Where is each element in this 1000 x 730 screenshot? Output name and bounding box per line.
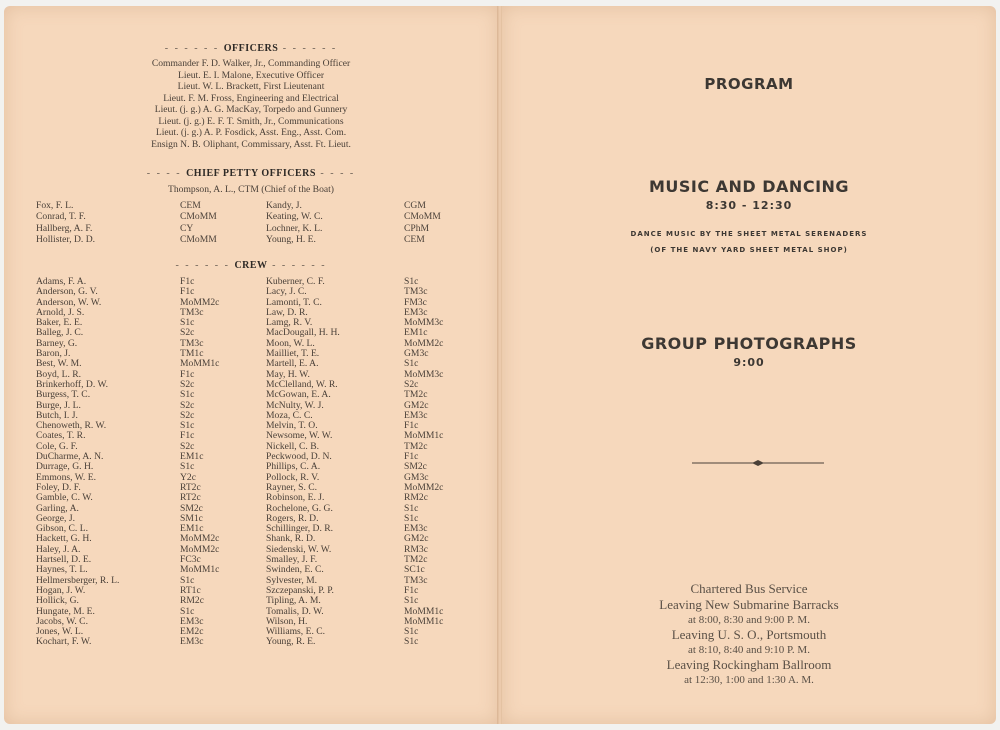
bus-title: Chartered Bus Service bbox=[690, 581, 808, 596]
rate-left: F1c bbox=[180, 368, 195, 380]
name-right: Robinson, E. J. bbox=[266, 492, 325, 504]
bus-line-1: Leaving New Submarine Barracks bbox=[659, 597, 839, 612]
name-right: Law, D. R. bbox=[266, 306, 308, 318]
rate-right: FM3c bbox=[404, 296, 427, 308]
name-left: Butch, I. J. bbox=[36, 409, 78, 421]
name-left: Anderson, G. V. bbox=[36, 286, 98, 298]
rate-left: S2c bbox=[180, 378, 195, 390]
officer-line: Ensign N. B. Oliphant, Commissary, Asst. Ft. Lieut. bbox=[151, 138, 351, 150]
cpo-title: - - - - CHIEF PETTY OFFICERS - - - - bbox=[146, 168, 356, 179]
rate-left: EM3c bbox=[180, 636, 204, 648]
rate-left: TM3c bbox=[180, 337, 204, 349]
rate-left: MoMM2c bbox=[180, 533, 220, 545]
rate-left: S1c bbox=[180, 574, 195, 586]
name-left: Fox, F. L. bbox=[36, 200, 74, 211]
rate-right: EM3c bbox=[404, 409, 428, 421]
officer-line: Lieut. W. L. Brackett, First Lieutenant bbox=[177, 81, 325, 92]
rate-left: FC3c bbox=[180, 554, 201, 566]
rate-left: RT2c bbox=[180, 481, 201, 493]
name-right: Lamonti, T. C. bbox=[266, 296, 322, 308]
rate-left: EM2c bbox=[180, 626, 204, 638]
name-right: Melvin, T. O. bbox=[266, 420, 318, 432]
name-right: Tipling, A. M. bbox=[266, 595, 321, 607]
officer-line: Lieut. F. M. Fross, Engineering and Electrical bbox=[163, 92, 339, 104]
rate-left: RM2c bbox=[180, 595, 204, 607]
rate-right: GM2c bbox=[404, 533, 429, 545]
name-left: Best, W. M. bbox=[36, 358, 82, 370]
name-left: Adams, F. A. bbox=[36, 276, 87, 287]
rate-left: SM2c bbox=[180, 502, 203, 514]
rate-right: MoMM3c bbox=[404, 317, 444, 329]
name-left: Haley, J. A. bbox=[36, 543, 81, 555]
rate-left: MoMM2c bbox=[180, 543, 220, 555]
rate-left: S1c bbox=[180, 605, 195, 617]
name-right: Martell, E. A. bbox=[266, 358, 319, 370]
rate-right: S1c bbox=[404, 626, 419, 638]
name-left: Hallberg, A. F. bbox=[36, 222, 93, 234]
bus-line-2: at 8:00, 8:30 and 9:00 P. M. bbox=[688, 614, 810, 626]
name-left: Hollister, D. D. bbox=[36, 234, 96, 246]
rate-left: MoMM2c bbox=[180, 296, 220, 308]
rate-left: F1c bbox=[180, 286, 195, 298]
dance-line-1: DANCE MUSIC BY THE SHEET METAL SERENADERS bbox=[630, 230, 868, 238]
name-left: Gamble, C. W. bbox=[36, 492, 93, 504]
name-left: Jones, W. L. bbox=[36, 626, 84, 638]
rate-left: EM1c bbox=[180, 451, 204, 463]
rate-right: F1c bbox=[404, 584, 419, 596]
rate-right: CGM bbox=[404, 200, 426, 211]
rate-right: TM2c bbox=[404, 389, 428, 401]
name-right: Moza, C. C. bbox=[266, 409, 313, 421]
name-right: Nickell, C. B. bbox=[266, 440, 320, 452]
name-left: Brinkerhoff, D. W. bbox=[36, 378, 109, 390]
rate-right: MoMM3c bbox=[404, 368, 444, 380]
name-right: MacDougall, H. H. bbox=[266, 327, 340, 339]
name-right: Kuberner, C. F. bbox=[266, 276, 325, 287]
rate-right: S1c bbox=[404, 502, 419, 514]
name-right: Moon, W. L. bbox=[266, 337, 315, 349]
name-right: Shank, R. D. bbox=[266, 533, 316, 545]
rate-right: TM3c bbox=[404, 286, 428, 298]
name-right: Lacy, J. C. bbox=[266, 286, 307, 298]
rate-right: S1c bbox=[404, 276, 419, 287]
name-left: Baker, E. E. bbox=[36, 317, 83, 329]
name-right: Newsome, W. W. bbox=[266, 430, 333, 442]
rate-left: S2c bbox=[180, 440, 195, 452]
name-right: McClelland, W. R. bbox=[266, 378, 338, 390]
name-left: Garling, A. bbox=[36, 502, 79, 514]
rate-right: EM1c bbox=[404, 327, 428, 339]
name-right: Young, H. E. bbox=[266, 234, 316, 246]
rate-right: TM3c bbox=[404, 574, 428, 586]
rate-right: S1c bbox=[404, 595, 419, 607]
name-right: Young, R. E. bbox=[266, 636, 316, 648]
name-right: Lamg, R. V. bbox=[266, 317, 313, 329]
name-left: Hackett, G. H. bbox=[36, 533, 92, 545]
rate-right: F1c bbox=[404, 420, 419, 432]
rate-right: MoMM1c bbox=[404, 615, 444, 627]
name-left: Foley, D. F. bbox=[36, 481, 81, 493]
rate-right: RM2c bbox=[404, 492, 428, 504]
left-page bbox=[4, 6, 498, 724]
name-left: Haynes, T. L. bbox=[36, 564, 88, 576]
rate-left: S2c bbox=[180, 409, 195, 421]
bus-line-3: Leaving U. S. O., Portsmouth bbox=[671, 627, 827, 642]
rate-left: TM1c bbox=[180, 348, 204, 360]
name-left: Burgess, T. C. bbox=[36, 389, 91, 401]
divider-ornament bbox=[692, 458, 824, 468]
name-left: Emmons, W. E. bbox=[36, 471, 96, 483]
name-left: Anderson, W. W. bbox=[36, 296, 102, 308]
name-left: Hollick, G. bbox=[36, 595, 79, 607]
rate-left: F1c bbox=[180, 430, 195, 442]
name-left: Barney, G. bbox=[36, 337, 78, 349]
officers-title: - - - - - - OFFICERS - - - - - - bbox=[164, 43, 338, 54]
rate-right: MoMM1c bbox=[404, 605, 444, 617]
name-left: Balleg, J. C. bbox=[36, 327, 84, 339]
name-right: Peckwood, D. N. bbox=[266, 451, 332, 463]
rate-right: MoMM2c bbox=[404, 337, 444, 349]
rate-right: CMoMM bbox=[404, 211, 441, 223]
rate-right: SM2c bbox=[404, 461, 427, 473]
name-right: Szczepanski, P. P. bbox=[266, 584, 334, 596]
rate-right: MoMM1c bbox=[404, 430, 444, 442]
officer-line: Commander F. D. Walker, Jr., Commanding Officer bbox=[151, 58, 351, 69]
name-left: Jacobs, W. C. bbox=[36, 615, 88, 627]
bus-service bbox=[502, 581, 996, 687]
name-right: McGowan, E. A. bbox=[266, 389, 331, 401]
name-right: Tomalis, D. W. bbox=[266, 605, 324, 617]
rate-right: F1c bbox=[404, 451, 419, 463]
rate-left: CMoMM bbox=[180, 211, 217, 223]
rate-right: CPhM bbox=[404, 222, 430, 234]
name-right: May, H. W. bbox=[266, 368, 310, 380]
rate-right: CEM bbox=[404, 234, 425, 246]
rate-left: CY bbox=[180, 222, 194, 234]
name-right: Sylvester, M. bbox=[266, 574, 318, 586]
rate-left: S1c bbox=[180, 317, 195, 329]
name-left: Baron, J. bbox=[36, 348, 71, 360]
name-right: Rogers, R. D. bbox=[266, 512, 319, 524]
rate-left: S1c bbox=[180, 461, 195, 473]
rate-right: GM2c bbox=[404, 399, 429, 411]
rate-right: SC1c bbox=[404, 564, 425, 576]
rate-right: S2c bbox=[404, 378, 419, 390]
name-left: DuCharme, A. N. bbox=[36, 451, 104, 463]
rate-right: S1c bbox=[404, 636, 419, 648]
rate-left: RT1c bbox=[180, 584, 201, 596]
name-right: Wilson, H. bbox=[266, 615, 308, 627]
name-left: Hartsell, D. E. bbox=[36, 554, 92, 566]
crew-title-text: CREW bbox=[234, 260, 268, 271]
rate-right: TM2c bbox=[404, 554, 428, 566]
group-time: 9:00 bbox=[733, 356, 765, 369]
rate-right: S1c bbox=[404, 512, 419, 524]
name-right: Pollock, R. V. bbox=[266, 471, 320, 483]
dance-line-2: (OF THE NAVY YARD SHEET METAL SHOP) bbox=[650, 246, 848, 254]
rate-left: S1c bbox=[180, 389, 195, 401]
name-right: Kandy, J. bbox=[266, 200, 302, 211]
group-title: GROUP PHOTOGRAPHS bbox=[641, 334, 857, 353]
name-left: George, J. bbox=[36, 512, 75, 524]
rate-left: Y2c bbox=[180, 471, 196, 483]
officer-line: Lieut. E. I. Malone, Executive Officer bbox=[177, 69, 325, 81]
bus-line-6: at 12:30, 1:00 and 1:30 A. M. bbox=[684, 674, 814, 686]
name-left: Boyd, L. R. bbox=[36, 368, 82, 380]
name-right: Lochner, K. L. bbox=[266, 222, 323, 234]
rate-left: MoMM1c bbox=[180, 358, 220, 370]
name-left: Cole, G. F. bbox=[36, 440, 78, 452]
rate-left: TM3c bbox=[180, 306, 204, 318]
name-left: Chenoweth, R. W. bbox=[36, 420, 107, 432]
name-right: Williams, E. C. bbox=[266, 626, 326, 638]
rate-left: EM1c bbox=[180, 523, 204, 535]
right-page bbox=[502, 6, 996, 724]
rate-right: EM3c bbox=[404, 306, 428, 318]
rate-left: EM3c bbox=[180, 615, 204, 627]
music-title: MUSIC AND DANCING bbox=[648, 177, 850, 196]
name-left: Conrad, T. F. bbox=[36, 211, 86, 223]
name-right: Phillips, C. A. bbox=[266, 461, 321, 473]
rate-left: S2c bbox=[180, 399, 195, 411]
name-left: Gibson, C. L. bbox=[36, 523, 88, 535]
bus-line-5: Leaving Rockingham Ballroom bbox=[666, 657, 832, 672]
rate-left: CMoMM bbox=[180, 234, 217, 246]
music-time: 8:30 - 12:30 bbox=[705, 199, 793, 212]
rate-right: GM3c bbox=[404, 471, 429, 483]
rate-left: SM1c bbox=[180, 512, 203, 524]
officer-line: Lieut. (j. g.) A. G. MacKay, Torpedo and Gunnery bbox=[154, 104, 348, 115]
name-left: Hungate, M. E. bbox=[36, 605, 95, 617]
name-right: Schillinger, D. R. bbox=[266, 523, 334, 535]
rate-left: F1c bbox=[180, 276, 195, 287]
name-right: Mailliet, T. E. bbox=[266, 348, 320, 360]
rate-left: MoMM1c bbox=[180, 564, 220, 576]
name-left: Coates, T. R. bbox=[36, 430, 86, 442]
name-left: Kochart, F. W. bbox=[36, 636, 92, 648]
officer-line: Lieut. (j. g.) A. P. Fosdick, Asst. Eng., Asst. Com. bbox=[155, 127, 347, 138]
officers-list bbox=[4, 58, 498, 150]
rate-left: RT2c bbox=[180, 492, 201, 504]
bus-line-4: at 8:10, 8:40 and 9:10 P. M. bbox=[688, 644, 810, 656]
name-right: Rochelone, G. G. bbox=[266, 502, 333, 514]
name-right: Keating, W. C. bbox=[266, 211, 323, 223]
crew-title: - - - - - - CREW - - - - - - bbox=[175, 260, 327, 271]
name-left: Durrage, G. H. bbox=[36, 461, 94, 473]
officer-line: Lieut. (j. g.) E. F. T. Smith, Jr., Communications bbox=[158, 115, 344, 127]
program-title: PROGRAM bbox=[704, 75, 794, 93]
name-right: Swinden, E. C. bbox=[266, 564, 324, 576]
rate-left: S1c bbox=[180, 420, 195, 432]
name-right: Rayner, S. C. bbox=[266, 481, 318, 493]
name-right: McNulty, W. J. bbox=[266, 399, 324, 411]
rate-right: EM3c bbox=[404, 523, 428, 535]
name-left: Burge, J. L. bbox=[36, 399, 81, 411]
officers-title-text: OFFICERS bbox=[223, 43, 279, 54]
name-right: Siedenski, W. W. bbox=[266, 543, 332, 555]
rate-right: MoMM2c bbox=[404, 481, 444, 493]
rate-left: CEM bbox=[180, 200, 201, 211]
chief-of-boat: Thompson, A. L., CTM (Chief of the Boat) bbox=[167, 184, 334, 195]
rate-right: RM3c bbox=[404, 543, 428, 555]
name-left: Hogan, J. W. bbox=[36, 584, 86, 596]
rate-right: GM3c bbox=[404, 348, 429, 360]
cpo-title-text: CHIEF PETTY OFFICERS bbox=[186, 168, 316, 179]
name-right: Smalley, J. F. bbox=[266, 554, 318, 566]
rate-right: S1c bbox=[404, 358, 419, 370]
rate-right: TM2c bbox=[404, 440, 428, 452]
name-left: Hellmersberger, R. L. bbox=[36, 574, 120, 586]
rate-left: S2c bbox=[180, 327, 195, 339]
name-left: Arnold, J. S. bbox=[36, 306, 85, 318]
